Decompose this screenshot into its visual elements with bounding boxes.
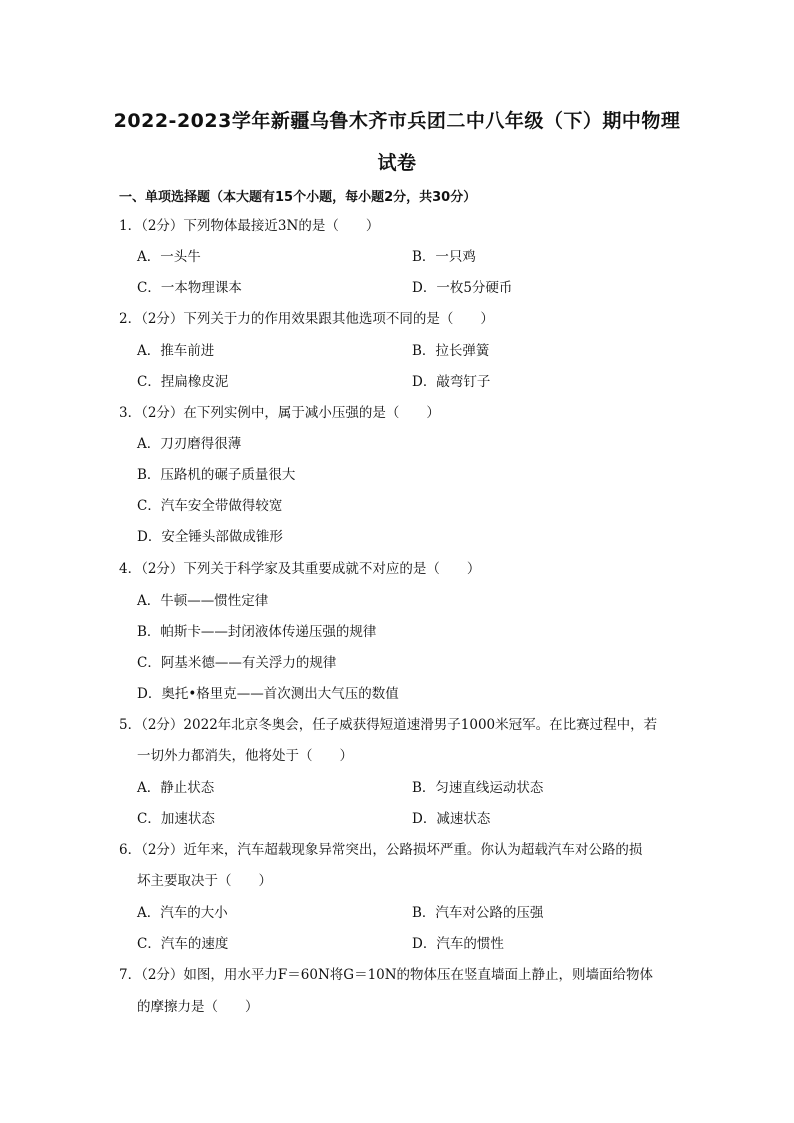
question-1-option-c: C．一本物理课本 bbox=[137, 280, 242, 296]
question-1-option-d: D．一枚5分硬币 bbox=[412, 280, 513, 296]
question-4-option-b: B．帕斯卡——封闭液体传递压强的规律 bbox=[137, 624, 377, 640]
question-2-option-d: D．敲弯钉子 bbox=[412, 374, 491, 390]
question-1-option-a: A．一头牛 bbox=[137, 249, 201, 265]
question-6-stem-continued: 坏主要取决于（ ） bbox=[137, 873, 272, 889]
question-5-option-c: C．加速状态 bbox=[137, 811, 215, 827]
question-4-option-d: D．奥托•格里克——首次测出大气压的数值 bbox=[137, 686, 399, 702]
question-3-option-a: A．刀刃磨得很薄 bbox=[137, 436, 242, 452]
question-2-option-a: A．推车前进 bbox=[137, 343, 215, 359]
question-3-option-d: D．安全锤头部做成锥形 bbox=[137, 529, 283, 545]
question-5-option-b: B．匀速直线运动状态 bbox=[412, 780, 544, 796]
question-7-stem: 7．（2分）如图，用水平力F＝60N将G＝10N的物体压在竖直墙面上静止，则墙面给物体 bbox=[119, 967, 654, 983]
question-4-option-a: A．牛顿——惯性定律 bbox=[137, 593, 269, 609]
question-6-option-d: D．汽车的惯性 bbox=[412, 936, 504, 952]
question-3-option-c: C．汽车安全带做得较宽 bbox=[137, 498, 283, 514]
question-2-option-b: B．拉长弹簧 bbox=[412, 343, 490, 359]
question-1-option-b: B．一只鸡 bbox=[412, 249, 476, 265]
page-title-continued: 试卷 bbox=[377, 152, 417, 174]
question-3-stem: 3．（2分）在下列实例中，属于减小压强的是（ ） bbox=[119, 405, 440, 421]
question-6-option-c: C．汽车的速度 bbox=[137, 936, 229, 952]
question-5-stem-continued: 一切外力都消失，他将处于（ ） bbox=[137, 748, 353, 764]
question-6-stem: 6．（2分）近年来，汽车超载现象异常突出，公路损坏严重。你认为超载汽车对公路的损 bbox=[119, 842, 643, 858]
question-4-stem: 4．（2分）下列关于科学家及其重要成就不对应的是（ ） bbox=[119, 561, 481, 577]
section-heading: 一、单项选择题（本大题有15个小题，每小题2分，共30分） bbox=[119, 190, 477, 205]
question-5-option-a: A．静止状态 bbox=[137, 780, 215, 796]
question-1-stem: 1．（2分）下列物体最接近3N的是（ ） bbox=[119, 218, 380, 234]
page-title: 2022-2023学年新疆乌鲁木齐市兵团二中八年级（下）期中物理 bbox=[113, 110, 681, 132]
question-7-stem-continued: 的摩擦力是（ ） bbox=[137, 999, 259, 1015]
question-6-option-a: A．汽车的大小 bbox=[137, 905, 228, 921]
question-3-option-b: B．压路机的碾子质量很大 bbox=[137, 467, 296, 483]
question-5-option-d: D．减速状态 bbox=[412, 811, 491, 827]
question-5-stem: 5．（2分）2022年北京冬奥会，任子威获得短道速滑男子1000米冠军。在比赛过程中，若 bbox=[119, 717, 658, 733]
question-6-option-b: B．汽车对公路的压强 bbox=[412, 905, 544, 921]
question-2-option-c: C．捏扁橡皮泥 bbox=[137, 374, 229, 390]
question-4-option-c: C．阿基米德——有关浮力的规律 bbox=[137, 655, 337, 671]
question-2-stem: 2．（2分）下列关于力的作用效果跟其他选项不同的是（ ） bbox=[119, 311, 494, 327]
